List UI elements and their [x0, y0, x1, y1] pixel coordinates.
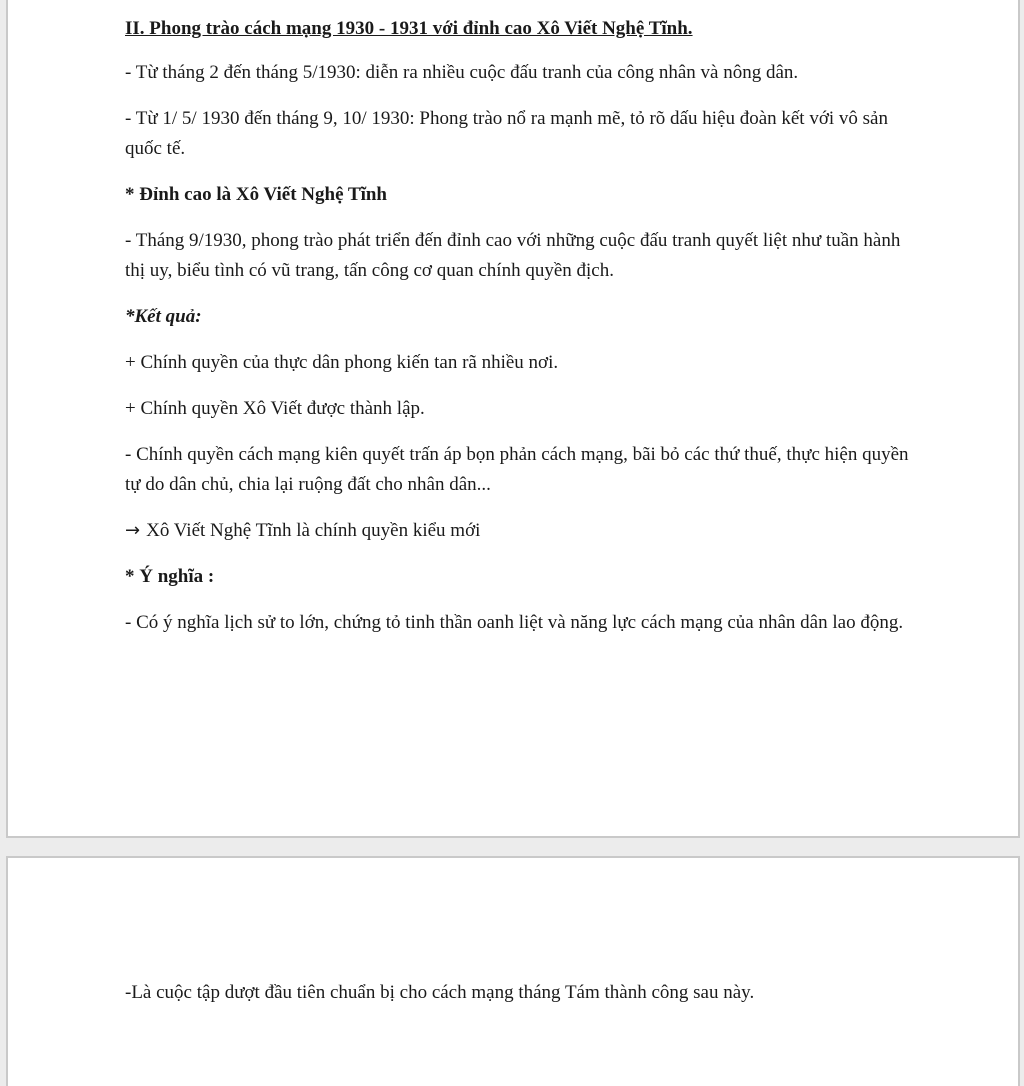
conclusion-text: Xô Viết Nghệ Tĩnh là chính quyền kiểu mới	[146, 520, 481, 541]
document-page-2	[6, 856, 1020, 1086]
subheading-result: *Kết quả:	[125, 306, 202, 327]
paragraph-feb-may-1930: - Từ tháng 2 đến tháng 5/1930: diễn ra nhiều cuộc đấu tranh của công nhân và nông dân.	[125, 62, 799, 83]
paragraph-may-oct-1930: - Từ 1/ 5/ 1930 đến tháng 9, 10/ 1930: Phong trào nổ ra mạnh mẽ, tỏ rõ dấu hiệu đoàn kết với vô sản quốc tế.	[125, 108, 888, 159]
section-heading: II. Phong trào cách mạng 1930 - 1931 với đỉnh cao Xô Viết Nghệ Tĩnh.	[125, 18, 693, 39]
page-1-content	[125, 14, 915, 654]
result-item-1: + Chính quyền của thực dân phong kiến tan rã nhiều nơi.	[125, 352, 559, 373]
paragraph-rehearsal: -Là cuộc tập dượt đầu tiên chuẩn bị cho cách mạng tháng Tám thành công sau này.	[125, 982, 755, 1003]
arrow-right-icon: →	[125, 520, 141, 541]
conclusion-line	[125, 516, 915, 546]
paragraph-revolutionary-government: - Chính quyền cách mạng kiên quyết trấn áp bọn phản cách mạng, bãi bỏ các thứ thuế, thực hiện quyền tự do dân chủ, chia lại ruộng đất cho nhân dân...	[125, 444, 909, 495]
document-page-1	[6, 0, 1020, 838]
subheading-meaning: * Ý nghĩa :	[125, 566, 215, 587]
paragraph-sept-1930: - Tháng 9/1930, phong trào phát triển đến đỉnh cao với những cuộc đấu tranh quyết liệt như tuần hành thị uy, biểu tình có vũ trang, tấn công cơ quan chính quyền địch.	[125, 230, 901, 281]
result-item-2: + Chính quyền Xô Viết được thành lập.	[125, 398, 425, 419]
page-2-content	[125, 978, 915, 1024]
subheading-peak: * Đỉnh cao là Xô Viết Nghệ Tĩnh	[125, 184, 387, 205]
paragraph-significance: - Có ý nghĩa lịch sử to lớn, chứng tỏ tinh thần oanh liệt và năng lực cách mạng của nhân dân lao động.	[125, 612, 904, 633]
